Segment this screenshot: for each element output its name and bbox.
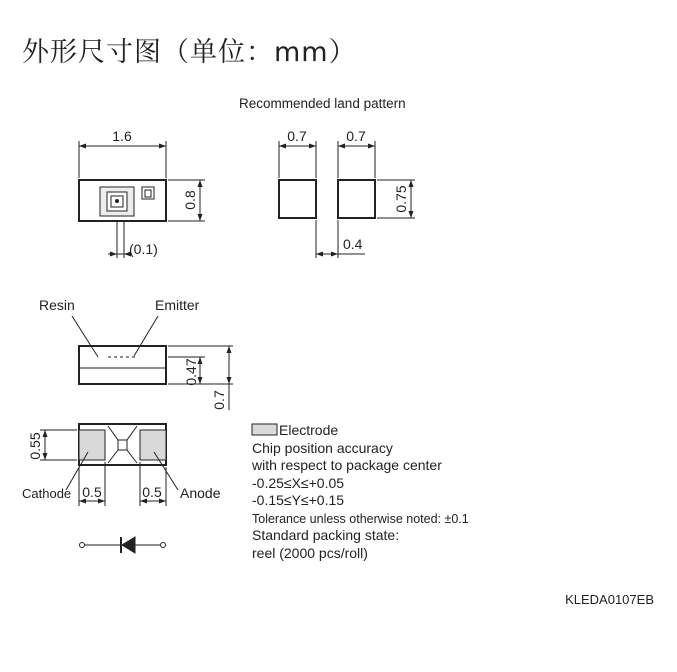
note-line-3: -0.25≤X≤+0.05	[252, 475, 345, 491]
land-right-dim: 0.7	[346, 128, 366, 144]
side-view	[72, 316, 233, 410]
drawing-code: KLEDA0107EB	[565, 592, 654, 607]
side-total-dim: 0.7	[211, 390, 227, 410]
land-height-dim: 0.75	[393, 185, 409, 213]
top-view-chip-dot	[116, 200, 119, 203]
note-line-7: reel (2000 pcs/roll)	[252, 545, 368, 561]
electrode-legend-label: Electrode	[279, 422, 339, 438]
electrode-swatch	[252, 424, 277, 435]
page-title: 外形尺寸图（单位：mm）	[22, 37, 357, 68]
top-gap-dim: (0.1)	[129, 241, 158, 257]
bottom-pad-cathode	[79, 430, 105, 460]
land-pad-right	[338, 180, 375, 218]
land-left-dim: 0.7	[287, 128, 307, 144]
note-line-2: with respect to package center	[252, 457, 442, 473]
land-gap-dim: 0.4	[343, 236, 363, 252]
note-line-4: -0.15≤Y≤+0.15	[252, 492, 345, 508]
side-view-body	[79, 346, 166, 384]
diode-symbol	[80, 537, 166, 553]
land-pad-left	[279, 180, 316, 218]
emitter-leader	[134, 316, 158, 356]
resin-label: Resin	[39, 297, 75, 313]
emitter-label: Emitter	[155, 297, 200, 313]
top-view-polarity-mark	[142, 187, 154, 199]
bottom-center-notch	[108, 426, 137, 463]
bottom-right-dim: 0.5	[142, 484, 162, 500]
resin-leader	[72, 316, 98, 357]
anode-label: Anode	[180, 485, 221, 501]
cathode-label: Cathode	[22, 486, 72, 501]
bottom-left-dim: 0.5	[82, 484, 102, 500]
side-inner-dim: 0.47	[183, 358, 199, 386]
top-height-dim: 0.8	[182, 190, 198, 210]
bottom-height-dim: 0.55	[27, 432, 43, 460]
land-pattern-title: Recommended land pattern	[239, 96, 406, 111]
top-width-dim: 1.6	[112, 128, 132, 144]
note-line-5: Tolerance unless otherwise noted: ±0.1	[252, 512, 469, 526]
note-line-6: Standard packing state:	[252, 527, 400, 543]
note-line-1: Chip position accuracy	[252, 440, 393, 456]
bottom-pad-anode	[140, 430, 166, 460]
